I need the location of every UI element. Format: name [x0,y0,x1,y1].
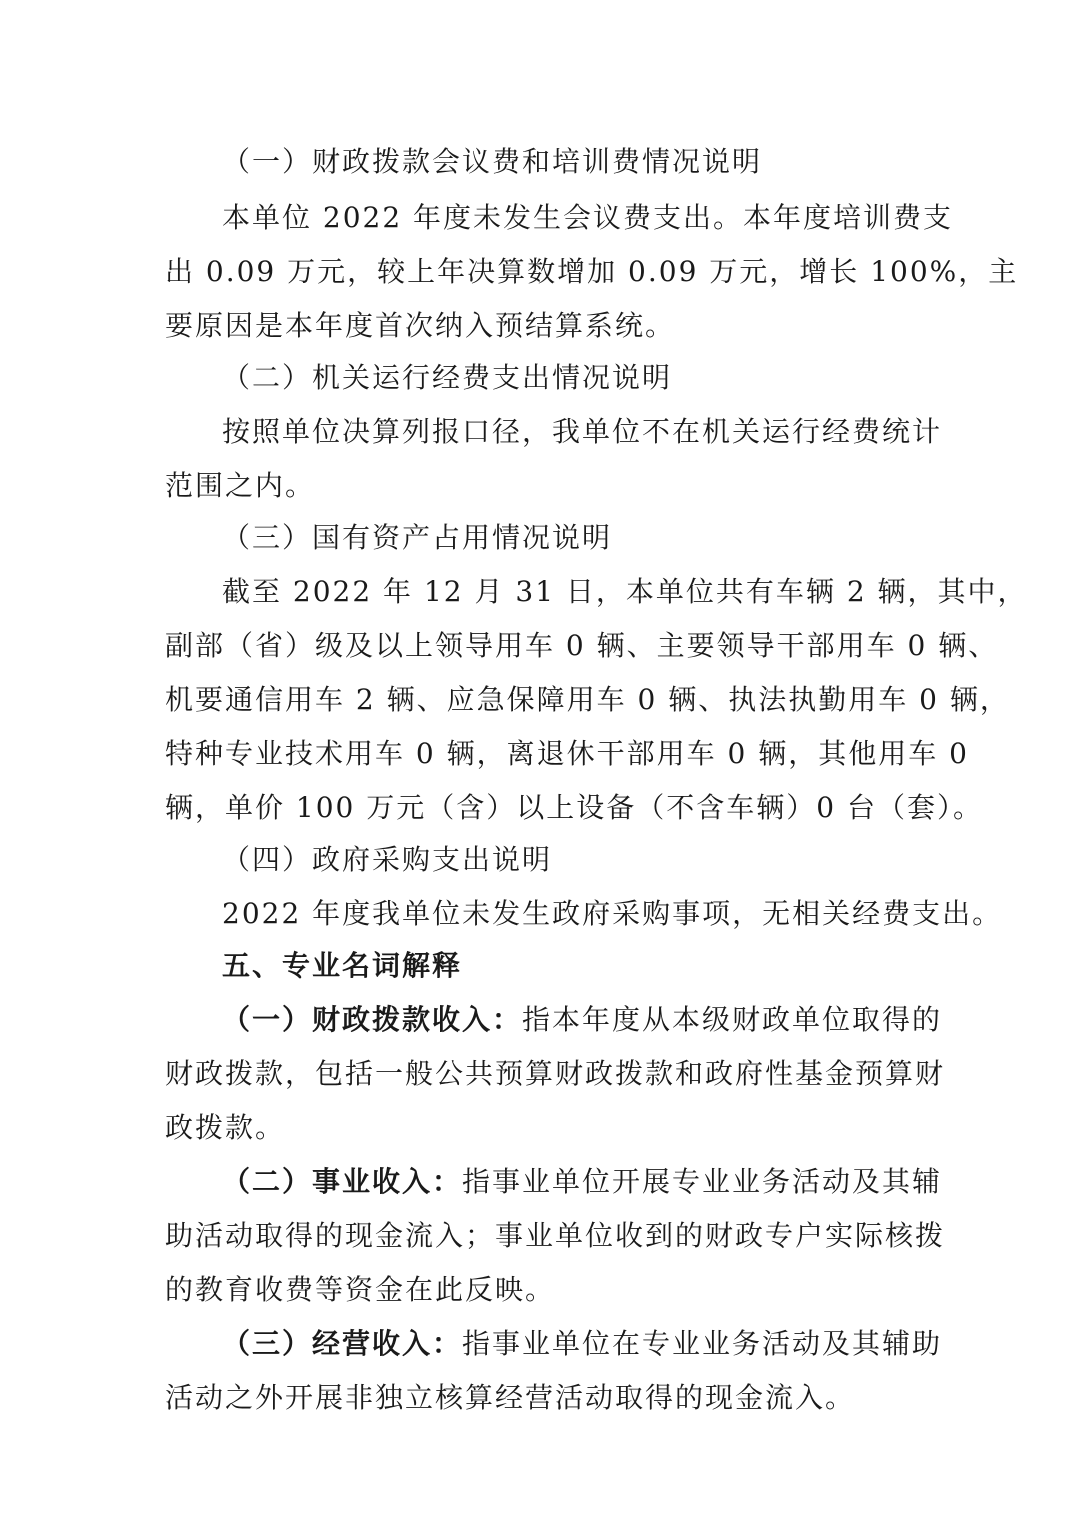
paragraph-line: 助活动取得的现金流入；事业单位收到的财政专户实际核拨 [165,1219,946,1252]
section-heading-meeting-training: （一）财政拨款会议费和培训费情况说明 [222,145,763,178]
term-label: （一）财政拨款收入： [222,1003,523,1036]
term-label: （二）事业收入： [222,1165,463,1198]
paragraph-line: 政拨款。 [165,1111,286,1144]
section-heading-terminology: 五、专业名词解释 [222,949,463,982]
section-heading-state-assets: （三）国有资产占用情况说明 [222,521,613,554]
paragraph-line: 的教育收费等资金在此反映。 [165,1273,556,1306]
paragraph-line: 截至 2022 年 12 月 31 日，本单位共有车辆 2 辆，其中， [222,575,1028,608]
term-definition: 指本年度从本级财政单位取得的 [522,1003,943,1036]
section-heading-operating-expenses: （二）机关运行经费支出情况说明 [222,361,673,394]
paragraph-line: 财政拨款，包括一般公共预算财政拨款和政府性基金预算财 [165,1057,946,1090]
paragraph-line: 要原因是本年度首次纳入预结算系统。 [165,309,676,342]
paragraph-line: 活动之外开展非独立核算经营活动取得的现金流入。 [165,1381,856,1414]
term-label: （三）经营收入： [222,1327,463,1360]
section-heading-government-procurement: （四）政府采购支出说明 [222,843,553,876]
term-institutional-income [222,1162,943,1202]
paragraph-line: 出 0.09 万元，较上年决算数增加 0.09 万元，增长 100%，主 [165,255,1019,288]
paragraph-line: 2022 年度我单位未发生政府采购事项，无相关经费支出。 [222,897,1003,930]
term-definition: 指事业单位开展专业业务活动及其辅 [462,1165,943,1198]
term-definition: 指事业单位在专业业务活动及其辅助 [462,1327,943,1360]
paragraph-line: 辆，单价 100 万元（含）以上设备（不含车辆）0 台（套）。 [165,791,983,824]
paragraph-line: 机要通信用车 2 辆、应急保障用车 0 辆、执法执勤用车 0 辆， [165,683,1010,716]
paragraph-line: 范围之内。 [165,469,316,502]
paragraph-line: 本单位 2022 年度未发生会议费支出。本年度培训费支 [222,201,954,234]
term-operating-income [222,1324,943,1364]
term-fiscal-appropriation-income [222,1000,943,1040]
paragraph-line: 副部（省）级及以上领导用车 0 辆、主要领导干部用车 0 辆、 [165,629,999,662]
paragraph-line: 特种专业技术用车 0 辆，离退休干部用车 0 辆，其他用车 0 [165,737,969,770]
paragraph-line: 按照单位决算列报口径，我单位不在机关运行经费统计 [222,415,943,448]
